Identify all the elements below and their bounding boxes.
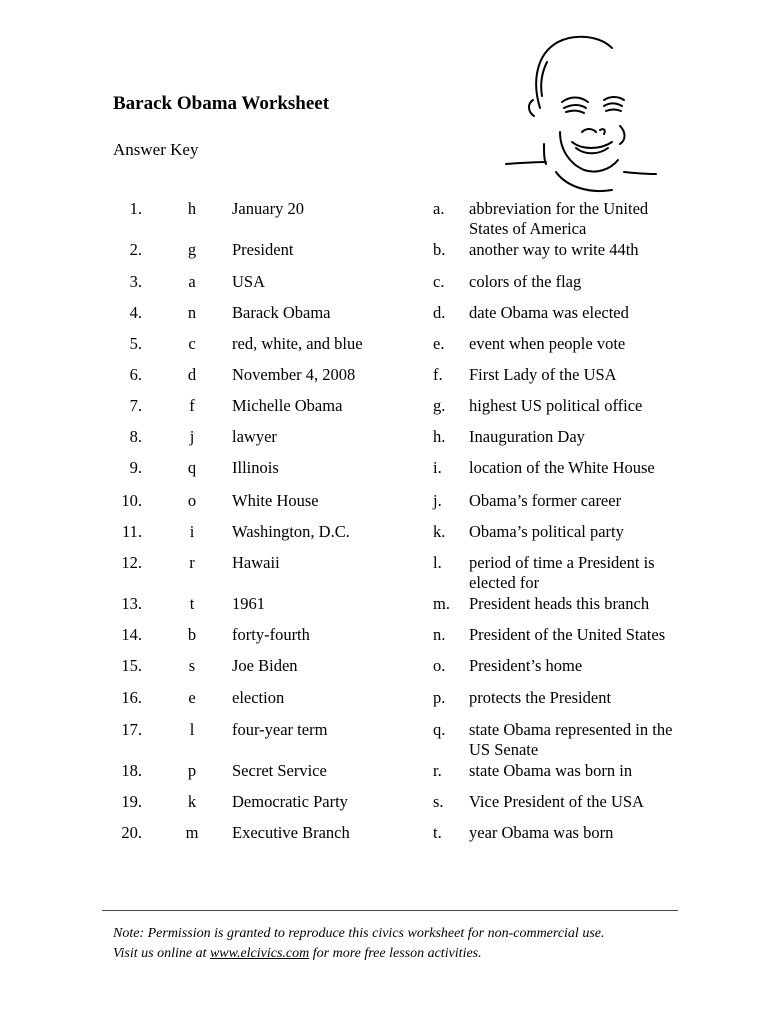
- term: White House: [232, 491, 319, 510]
- term: Democratic Party: [232, 792, 348, 811]
- definition-letter: f.: [433, 365, 443, 384]
- term: election: [232, 688, 285, 707]
- visit-suffix: for more free lesson activities.: [309, 946, 482, 961]
- term: 1961: [232, 594, 265, 613]
- item-number: 6.: [129, 365, 142, 384]
- answer-letter: l: [189, 720, 195, 739]
- definition-letter: k.: [433, 522, 446, 541]
- definition: year Obama was born: [469, 823, 614, 842]
- definition-letter: r.: [433, 761, 442, 780]
- item-number: 1.: [129, 199, 142, 218]
- definition: highest US political office: [469, 396, 643, 415]
- answer-letter: m: [185, 823, 199, 842]
- item-number: 14.: [121, 625, 142, 644]
- definition-letter: q.: [433, 720, 446, 739]
- term: Barack Obama: [232, 303, 331, 322]
- definition-letter: m.: [433, 594, 450, 613]
- answer-letter: f: [189, 396, 195, 415]
- definition: state Obama was born in: [469, 761, 633, 780]
- definition: President heads this branch: [469, 594, 650, 613]
- item-number: 16.: [121, 688, 142, 707]
- item-number: 17.: [121, 720, 142, 739]
- definition-letter: l.: [433, 553, 442, 572]
- definition-letter: d.: [433, 303, 446, 322]
- item-number: 8.: [129, 427, 142, 446]
- visit-line: [113, 944, 713, 964]
- definition: location of the White House: [469, 458, 655, 477]
- definition-letter: a.: [433, 199, 445, 218]
- definition: Inauguration Day: [469, 427, 585, 446]
- definition-letter: e.: [433, 334, 445, 353]
- answer-letter: q: [187, 458, 197, 477]
- answer-letter: t: [189, 594, 195, 613]
- item-number: 13.: [121, 594, 142, 613]
- definition: colors of the flag: [469, 272, 582, 291]
- definition-letter: h.: [433, 427, 446, 446]
- definition-letter: o.: [433, 656, 446, 675]
- term: four-year term: [232, 720, 328, 739]
- term: November 4, 2008: [232, 365, 356, 384]
- term: lawyer: [232, 427, 277, 446]
- term: red, white, and blue: [232, 334, 363, 353]
- item-number: 15.: [121, 656, 142, 675]
- answer-letter: h: [187, 199, 197, 218]
- definition: state Obama represented in the US Senate: [469, 720, 673, 759]
- item-number: 11.: [121, 522, 142, 541]
- definition-letter: j.: [433, 491, 442, 510]
- answer-letter: d: [187, 365, 197, 384]
- definition-letter: p.: [433, 688, 446, 707]
- term: Joe Biden: [232, 656, 298, 675]
- definition: protects the President: [469, 688, 612, 707]
- answer-letter: b: [187, 625, 197, 644]
- answer-letter: a: [188, 272, 196, 291]
- visit-prefix: Visit us online at: [113, 946, 210, 961]
- term: President: [232, 240, 294, 259]
- term: Hawaii: [232, 553, 280, 572]
- definition: President’s home: [469, 656, 583, 675]
- answer-letter: i: [189, 522, 195, 541]
- term: Michelle Obama: [232, 396, 343, 415]
- item-number: 4.: [129, 303, 142, 322]
- answer-letter: r: [189, 553, 195, 572]
- term: Illinois: [232, 458, 279, 477]
- item-number: 5.: [129, 334, 142, 353]
- answer-key-label: Answer Key: [113, 140, 199, 159]
- item-number: 18.: [121, 761, 142, 780]
- page-title: Barack Obama Worksheet: [113, 93, 330, 114]
- answer-letter: p: [187, 761, 197, 780]
- website-link[interactable]: www.elcivics.com: [209, 946, 310, 961]
- answer-letter: s: [188, 656, 196, 675]
- definition: abbreviation for the United States of America: [469, 199, 649, 238]
- item-number: 20.: [121, 823, 142, 842]
- item-number: 19.: [121, 792, 142, 811]
- definition: date Obama was elected: [469, 303, 629, 322]
- answer-letter: c: [188, 334, 196, 353]
- definition-letter: g.: [433, 396, 446, 415]
- definition: period of time a President is elected for: [469, 553, 655, 592]
- term: January 20: [232, 199, 304, 218]
- item-number: 7.: [129, 396, 142, 415]
- answer-letter: k: [187, 792, 197, 811]
- answer-letter: j: [189, 427, 195, 446]
- item-number: 2.: [129, 240, 142, 259]
- term: Executive Branch: [232, 823, 350, 842]
- answer-letter: o: [187, 491, 197, 510]
- item-number: 9.: [129, 458, 142, 477]
- definition: another way to write 44th: [469, 240, 639, 259]
- footer-note: [113, 924, 713, 964]
- definition-letter: n.: [433, 625, 446, 644]
- definition-letter: c.: [433, 272, 445, 291]
- answer-letter: g: [187, 240, 197, 259]
- term: Secret Service: [232, 761, 327, 780]
- item-number: 10.: [121, 491, 142, 510]
- definition: Vice President of the USA: [469, 792, 644, 811]
- permission-note: Note: Permission is granted to reproduce this civics worksheet for non-commercial use.: [113, 926, 605, 941]
- answer-letter: n: [187, 303, 197, 322]
- definition-letter: i.: [433, 458, 442, 477]
- definition-letter: t.: [433, 823, 442, 842]
- definition: President of the United States: [469, 625, 666, 644]
- term: forty-fourth: [232, 625, 310, 644]
- item-number: 12.: [121, 553, 142, 572]
- definition: Obama’s political party: [469, 522, 624, 541]
- answer-letter: e: [188, 688, 196, 707]
- item-number: 3.: [129, 272, 142, 291]
- definition-letter: s.: [433, 792, 444, 811]
- definition: Obama’s former career: [469, 491, 622, 510]
- definition: First Lady of the USA: [469, 365, 617, 384]
- footer-divider: [102, 910, 678, 911]
- term: Washington, D.C.: [232, 522, 350, 541]
- definition-letter: b.: [433, 240, 446, 259]
- definition: event when people vote: [469, 334, 626, 353]
- term: USA: [232, 272, 266, 291]
